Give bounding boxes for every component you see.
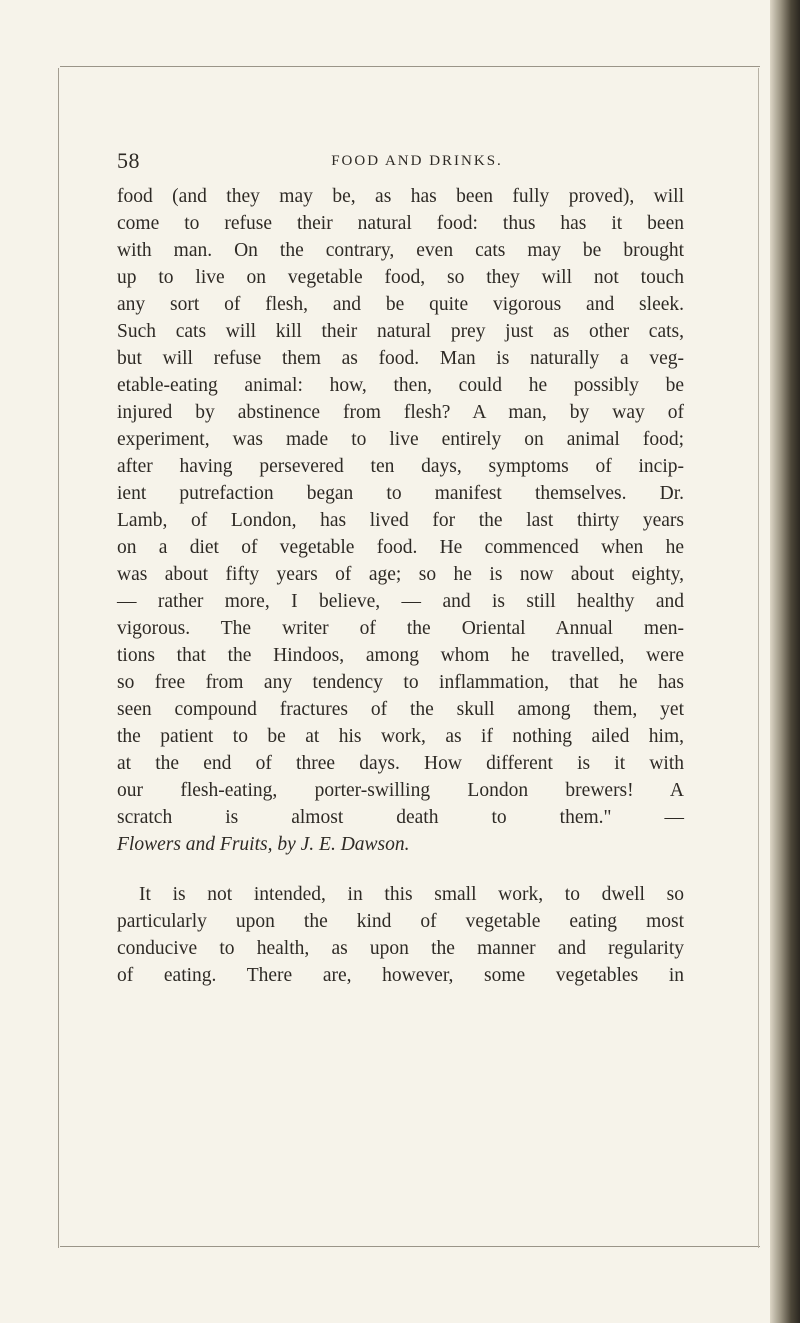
page-number: 58: [117, 148, 140, 173]
text-line: — rather more, I believe, — and is still healthy and: [117, 591, 684, 612]
page-header: [117, 148, 717, 178]
text-line: come to refuse their natural food: thus has it been: [117, 213, 684, 234]
text-line: the patient to be at his work, as if nothing ailed him,: [117, 726, 684, 747]
text-line: [117, 881, 684, 908]
text-line: food (and they may be, as has been fully proved), will: [117, 186, 684, 207]
text-line: our flesh-eating, porter-swilling London brewers! A: [117, 780, 684, 801]
text-line: tions that the Hindoos, among whom he travelled, were: [117, 645, 684, 666]
page-border-top: [60, 66, 760, 67]
text-line: on a diet of vegetable food. He commenced when he: [117, 537, 684, 558]
text-line: after having persevered ten days, symptoms of incip-: [117, 456, 684, 477]
text-line: up to live on vegetable food, so they will not touch: [117, 267, 684, 288]
text-line: Such cats will kill their natural prey just as other cats,: [117, 321, 684, 342]
text-line: ient putrefaction began to manifest themselves. Dr.: [117, 483, 684, 504]
page-border-bottom: [60, 1246, 760, 1247]
text-line: but will refuse them as food. Man is naturally a veg-: [117, 348, 684, 369]
text-line: scratch is almost death to them." —: [117, 807, 684, 828]
text-line: Lamb, of London, has lived for the last thirty years: [117, 510, 684, 531]
citation-line: [117, 831, 684, 858]
text-line: at the end of three days. How different is it with: [117, 753, 684, 774]
text-line: with man. On the contrary, even cats may be brought: [117, 240, 684, 261]
text-line: particularly upon the kind of vegetable eating most: [117, 911, 684, 932]
book-binding-edge: [770, 0, 800, 1323]
text-line: etable-eating animal: how, then, could he possibly be: [117, 375, 684, 396]
text-line: any sort of flesh, and be quite vigorous and sleek.: [117, 294, 684, 315]
text-line: of eating. There are, however, some vegetables in: [117, 965, 684, 986]
running-head: FOOD AND DRINKS.: [331, 153, 503, 169]
body-text: [117, 183, 684, 989]
text-line: experiment, was made to live entirely on animal food;: [117, 429, 684, 450]
page-border-right: [758, 68, 759, 1248]
text-line: seen compound fractures of the skull among them, yet: [117, 699, 684, 720]
text-line: vigorous. The writer of the Oriental Annual men-: [117, 618, 684, 639]
citation: Flowers and Fruits, by J. E. Dawson.: [117, 834, 410, 855]
text-line: so free from any tendency to inflammation, that he has: [117, 672, 684, 693]
paragraph-2: [117, 881, 684, 989]
page-border-left: [58, 68, 59, 1248]
text-line: was about fifty years of age; so he is now about eighty,: [117, 564, 684, 585]
paragraph-gap: [117, 858, 684, 881]
text-line: conducive to health, as upon the manner and regularity: [117, 938, 684, 959]
paragraph-1: [117, 183, 684, 858]
text-line: injured by abstinence from flesh? A man, by way of: [117, 402, 684, 423]
text-line-content: It is not intended, in this small work, to dwell so: [139, 884, 684, 905]
